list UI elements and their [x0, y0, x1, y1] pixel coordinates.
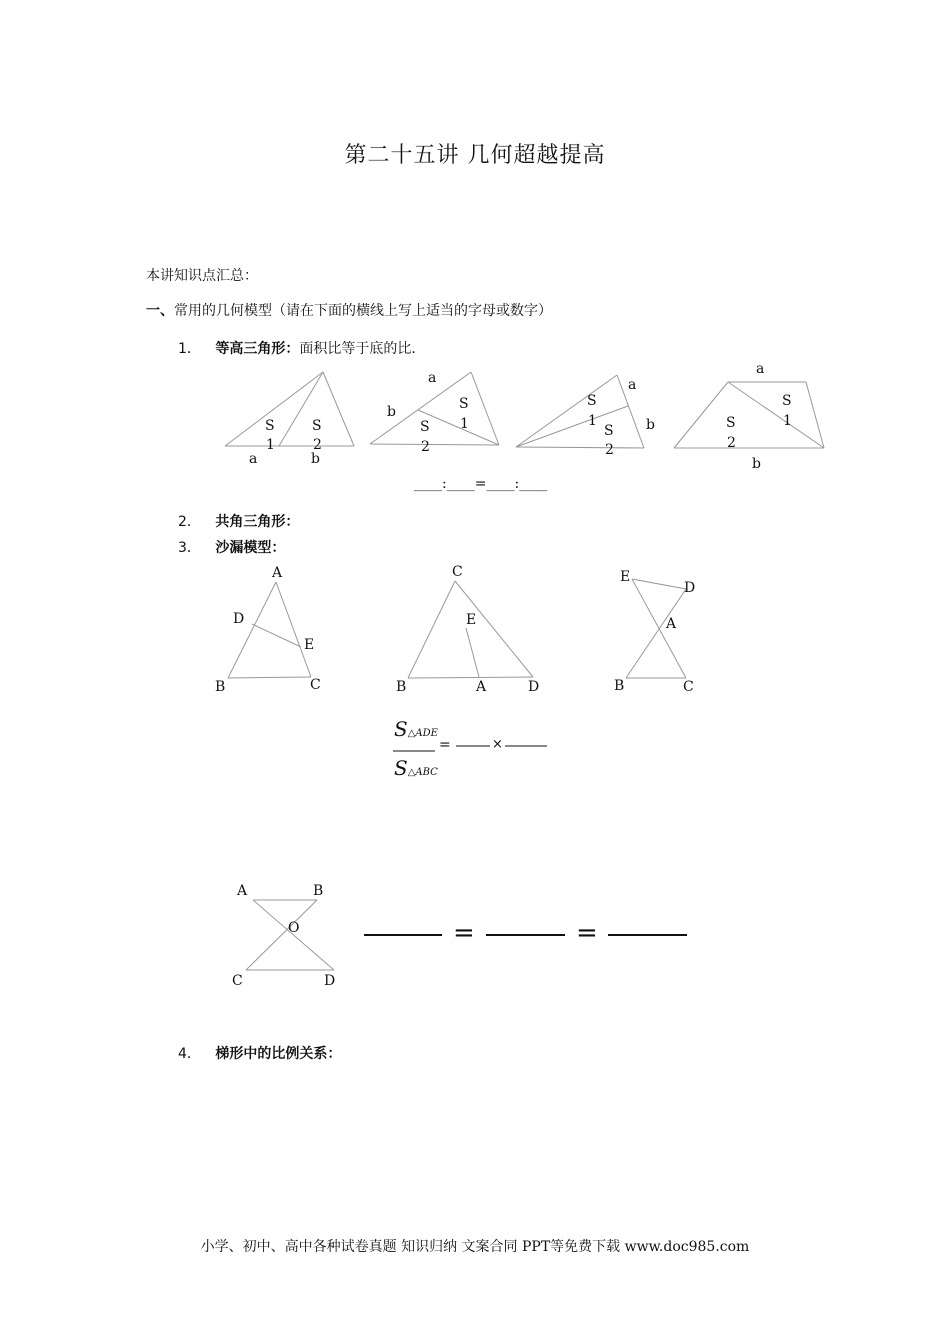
section-1-text: 常用的几何模型（请在下面的横线上写上适当的字母或数字）	[174, 303, 552, 319]
fig4-s2-sub: 2	[727, 435, 736, 451]
ca3-B: B	[614, 678, 625, 694]
page-title: 第二十五讲 几何超越提高	[344, 143, 606, 168]
fig4-a: a	[756, 361, 765, 377]
ca3-E: E	[620, 569, 631, 585]
fig2-b: b	[387, 404, 396, 420]
equal-height-figure-3	[516, 375, 644, 448]
ca2-E: E	[466, 612, 477, 628]
ca3-D: D	[684, 580, 696, 596]
fig2-s1-sub: 1	[460, 416, 469, 432]
item-3	[178, 537, 285, 557]
equal-height-figure-4	[674, 382, 824, 448]
common-angle-figure-3	[626, 579, 686, 678]
item-2-name: 共角三角形：	[215, 514, 300, 530]
ca3-A: A	[666, 616, 677, 632]
ca2-B: B	[396, 679, 407, 695]
ratio-blank: ____:____=____:____	[414, 476, 548, 492]
fig3-s2-s: S	[604, 423, 614, 439]
ca1-B: B	[215, 679, 226, 695]
item-1-desc: 面积比等于底的比．	[299, 341, 426, 357]
formula-equals: =	[439, 737, 451, 753]
fig1-s1-s: S	[265, 418, 275, 434]
fig2-s2-sub: 2	[421, 439, 430, 455]
fig3-a: a	[628, 377, 637, 393]
fig3-b: b	[646, 417, 655, 433]
item-2-number: 2．	[178, 514, 201, 530]
ca1-E: E	[304, 637, 315, 653]
ca3-C: C	[683, 679, 694, 695]
formula-den-s: S	[394, 756, 408, 780]
section-1-number: 一、	[146, 303, 174, 319]
fig1-s1-sub: 1	[266, 437, 275, 453]
fig2-a: a	[428, 370, 437, 386]
footer: 小学、初中、高中各种试卷真题 知识归纳 文案合同 PPT等免费下载 www.doc985.com	[200, 1239, 750, 1255]
hourglass-equals-2: =	[576, 918, 598, 948]
item-2	[178, 511, 299, 531]
fig3-s1-sub: 1	[588, 413, 597, 429]
ca2-C: C	[452, 564, 463, 580]
fig2-s2-s: S	[420, 419, 430, 435]
fig4-s1-s: S	[782, 393, 792, 409]
intro-text: 本讲知识点汇总：	[146, 268, 258, 284]
formula-denominator	[394, 756, 438, 780]
item-4-name: 梯形中的比例关系：	[215, 1046, 342, 1062]
formula-num-s: S	[394, 717, 408, 741]
fig3-s2-sub: 2	[605, 442, 614, 458]
formula-den-sub: △ABC	[407, 767, 438, 778]
common-angle-figure-1	[228, 582, 311, 678]
hg-A: A	[237, 883, 248, 899]
fig1-s2-s: S	[312, 418, 322, 434]
hg-O: O	[288, 920, 300, 936]
hg-C: C	[232, 973, 243, 989]
item-3-number: 3．	[178, 540, 201, 556]
hourglass-equals-1: =	[453, 918, 475, 948]
fig4-b: b	[752, 456, 761, 472]
fig1-s2-sub: 2	[313, 437, 322, 453]
item-4-number: 4．	[178, 1046, 201, 1062]
formula-num-sub: △ADE	[407, 728, 438, 739]
hg-B: B	[313, 883, 324, 899]
fig1-b: b	[311, 451, 320, 467]
equal-height-figure-1	[225, 372, 354, 446]
formula-times: ×	[492, 737, 503, 752]
item-1-number: 1．	[178, 341, 201, 357]
ca1-A: A	[272, 565, 283, 581]
fig3-s1-s: S	[587, 393, 597, 409]
formula-numerator	[394, 717, 438, 741]
common-angle-figure-2	[408, 581, 533, 678]
ca2-A: A	[476, 679, 487, 695]
item-1-name: 等高三角形：	[215, 341, 300, 357]
fig2-s1-s: S	[459, 396, 469, 412]
item-4	[178, 1043, 341, 1063]
fig4-s1-sub: 1	[783, 413, 792, 429]
fig1-a: a	[249, 451, 258, 467]
item-3-name: 沙漏模型：	[215, 540, 286, 556]
ca1-D: D	[233, 611, 245, 627]
hg-D: D	[324, 973, 336, 989]
ca1-C: C	[310, 677, 321, 693]
ca2-D: D	[528, 679, 540, 695]
fig4-s2-s: S	[726, 415, 736, 431]
